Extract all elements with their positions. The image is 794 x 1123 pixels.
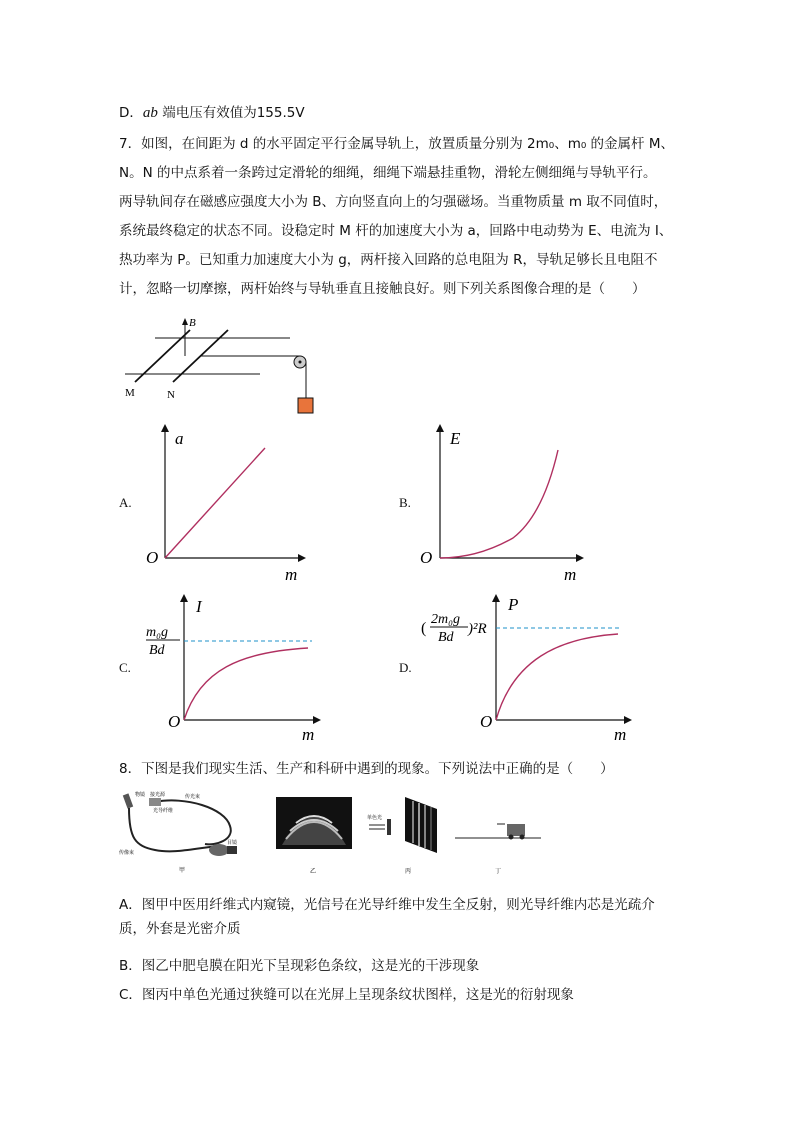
option-a-label: A. [119,495,132,510]
q8-option-b [119,957,479,975]
q6-option-d [119,104,305,122]
asymptote-numerator: 2m₀g [431,612,460,627]
option-c-label: C. [119,660,131,675]
y-axis-label: a [175,429,184,448]
y-axis-label: E [450,429,461,448]
hanging-weight [298,398,313,413]
q8-stem [119,760,614,778]
option-text: 图丙中单色光通过狭缝可以在光屏上呈现条纹状图样，这是光的衍射现象 [141,987,574,1003]
figure-jia-endoscope [115,788,245,876]
caption-jia: 甲 [179,868,186,874]
label-light-bundle: 传光束 [185,795,201,800]
q7-stem-line-3: 两导轨间存在磁感应强度大小为 B、方向竖直向上的匀强磁场。当重物质量 m 取不同值时， [119,194,668,210]
option-label: A． [119,897,142,913]
q8-option-a-line-2: 质，外套是光密介质 [119,921,241,937]
q8-option-a-line-1 [119,896,655,914]
asymptote-prefix: ( [421,620,427,637]
graph-b [418,420,598,585]
rod-label-n: N [167,389,175,401]
question-number: 8． [119,761,142,777]
stem-text: 下图是我们现实生活、生产和科研中遇到的现象。下列说法中正确的是（ ） [141,761,614,777]
caption-bing: 丙 [405,869,412,875]
option-label: B． [119,958,142,974]
origin-label: O [168,712,181,731]
label-light-source: 接光源 [150,793,166,798]
option-d-label: D. [399,660,412,675]
x-axis-label: m [302,725,315,744]
option-label: D． [119,105,143,121]
origin-label: O [420,548,433,567]
y-axis-label: P [508,595,519,614]
x-axis-label: m [285,565,298,584]
label-eyepiece: 目镜 [227,841,238,846]
x-axis-label: m [614,725,627,744]
graph-d [418,590,643,745]
asymptote-denominator: Bd [149,643,165,658]
q8-option-c [119,986,574,1004]
curve-a [165,448,265,558]
rod-label-m: M [125,387,135,399]
q7-stem-line-4: 系统最终稳定的状态不同。设稳定时 M 杆的加速度大小为 a，回路中电动势为 E、电流为 I、 [119,223,673,239]
field-label-b: B [189,317,196,329]
graph-c [140,590,330,745]
curve-b [440,450,558,558]
asymptote-suffix: )²R [468,621,487,637]
x-axis-label: m [564,565,577,584]
q7-stem-line-5: 热功率为 P。已知重力加速度大小为 g，两杆接入回路的总电阻为 R，导轨足够长且电阻不 [119,252,658,268]
option-var: ab [142,105,158,121]
label-optical-fiber: 光导纤维 [153,809,174,814]
curve-d [496,634,618,720]
figure-ding [455,808,545,878]
option-text: 图乙中肥皂膜在阳光下呈现彩色条纹，这是光的干涉现象 [141,958,480,974]
option-label: C． [119,987,142,1003]
label-objective: 物镜 [135,793,146,798]
label-image-bundle: 传像束 [119,851,135,856]
curve-c [184,648,308,720]
caption-yi: 乙 [310,869,317,875]
asymptote-denominator: Bd [438,630,454,645]
label-monochromatic-light: 单色光 [367,816,383,821]
y-axis-label: I [196,597,202,616]
figure-yi-soap-film [272,795,357,877]
graph-a [140,420,320,585]
rails-apparatus-figure [115,310,325,420]
q7-stem-line-1 [119,135,674,153]
q7-stem-line-2: N。N 的中点系着一条跨过定滑轮的细绳，细绳下端悬挂重物，滑轮左侧细绳与导轨平行。 [119,165,657,181]
figure-bing-slit [365,795,450,877]
origin-label: O [480,712,493,731]
option-text: 端电压有效值为155.5V [157,105,305,121]
q7-stem-line-6: 计，忽略一切摩擦，两杆始终与导轨垂直且接触良好。则下列关系图像合理的是（ ） [119,281,646,297]
option-text: 图甲中医用纤维式内窥镜，光信号在光导纤维中发生全反射，则光导纤维内芯是光疏介 [141,897,655,913]
option-b-label: B. [399,495,411,510]
stem-text: 如图，在间距为 d 的水平固定平行金属导轨上，放置质量分别为 2m₀、m₀ 的金属杆 M、 [141,136,674,152]
caption-ding: 丁 [495,869,502,875]
question-number: 7． [119,136,142,152]
asymptote-numerator: m₀g [146,625,168,640]
origin-label: O [146,548,159,567]
